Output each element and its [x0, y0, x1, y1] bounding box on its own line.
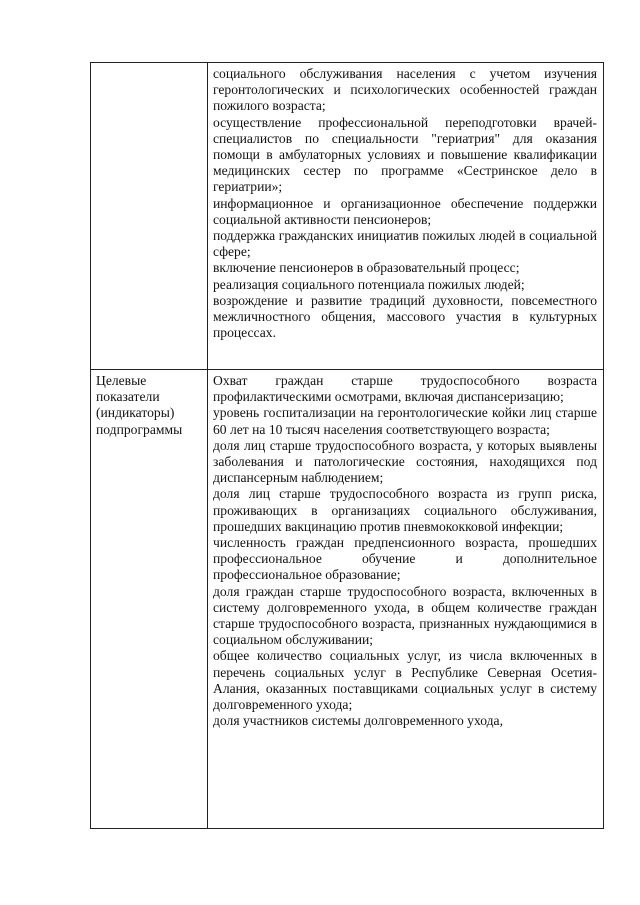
row-label-cell — [91, 63, 208, 370]
list-item: возрождение и развитие традиций духовности, повсеместного межличностного общения, массового участия в культурных процессах. — [213, 292, 597, 341]
list-item: доля граждан старше трудоспособного возраста, включенных в систему долговременного ухода, в общем количестве граждан старше трудоспособного возраста, признанных нуждающимися в социальном обслуживании; — [213, 583, 597, 648]
list-item: уровень госпитализации на геронтологические койки лиц старше 60 лет на 10 тысяч населения соответствующего возраста; — [213, 405, 597, 437]
list-item: информационное и организационное обеспечение поддержки социальной активности пенсионеров; — [213, 195, 597, 227]
list-item: включение пенсионеров в образовательный процесс; — [213, 260, 520, 276]
program-table — [90, 62, 604, 829]
table-row — [91, 63, 604, 370]
list-item: поддержка гражданских инициатив пожилых людей в социальной сфере; — [213, 228, 597, 260]
row-label-cell: Целевые показатели (индикаторы) подпрограммы — [91, 370, 208, 829]
list-item: доля лиц старше трудоспособного возраста, у которых выявлены заболевания и патологические состояния, находящихся под диспансерным наблюдением; — [213, 437, 597, 486]
list-item: доля участников системы долговременного ухода, — [213, 713, 503, 729]
row-content-cell — [208, 63, 604, 370]
row-content-cell — [208, 370, 604, 829]
list-item: доля лиц старше трудоспособного возраста из групп риска, проживающих в организациях социального обслуживания, прошедших вакцинацию против пневмококковой инфекции; — [213, 486, 597, 534]
list-item: реализация социального потенциала пожилых людей; — [213, 276, 525, 292]
list-item: осуществление профессиональной переподготовки врачей-специалистов по специальности "гериатрия" для оказания помощи в амбулаторных условиях и повышение квалификации медицинских сестер по программе «Сестринское дело в гериатрии»; — [213, 114, 597, 195]
table-row — [91, 370, 604, 829]
list-item: Охват граждан старше трудоспособного возраста профилактическими осмотрами, включая диспансеризацию; — [213, 373, 597, 405]
list-item: социального обслуживания населения с учетом изучения геронтологических и психологических особенностей граждан пожилого возраста; — [213, 66, 597, 114]
list-item: общее количество социальных услуг, из числа включенных в перечень социальных услуг в Республике Северная Осетия-Алания, оказанных поставщиками социальных услуг в систему долговременного ухода; — [213, 648, 597, 713]
list-item: численность граждан предпенсионного возраста, прошедших профессиональное обучение и дополнительное профессиональное образование; — [213, 535, 597, 583]
